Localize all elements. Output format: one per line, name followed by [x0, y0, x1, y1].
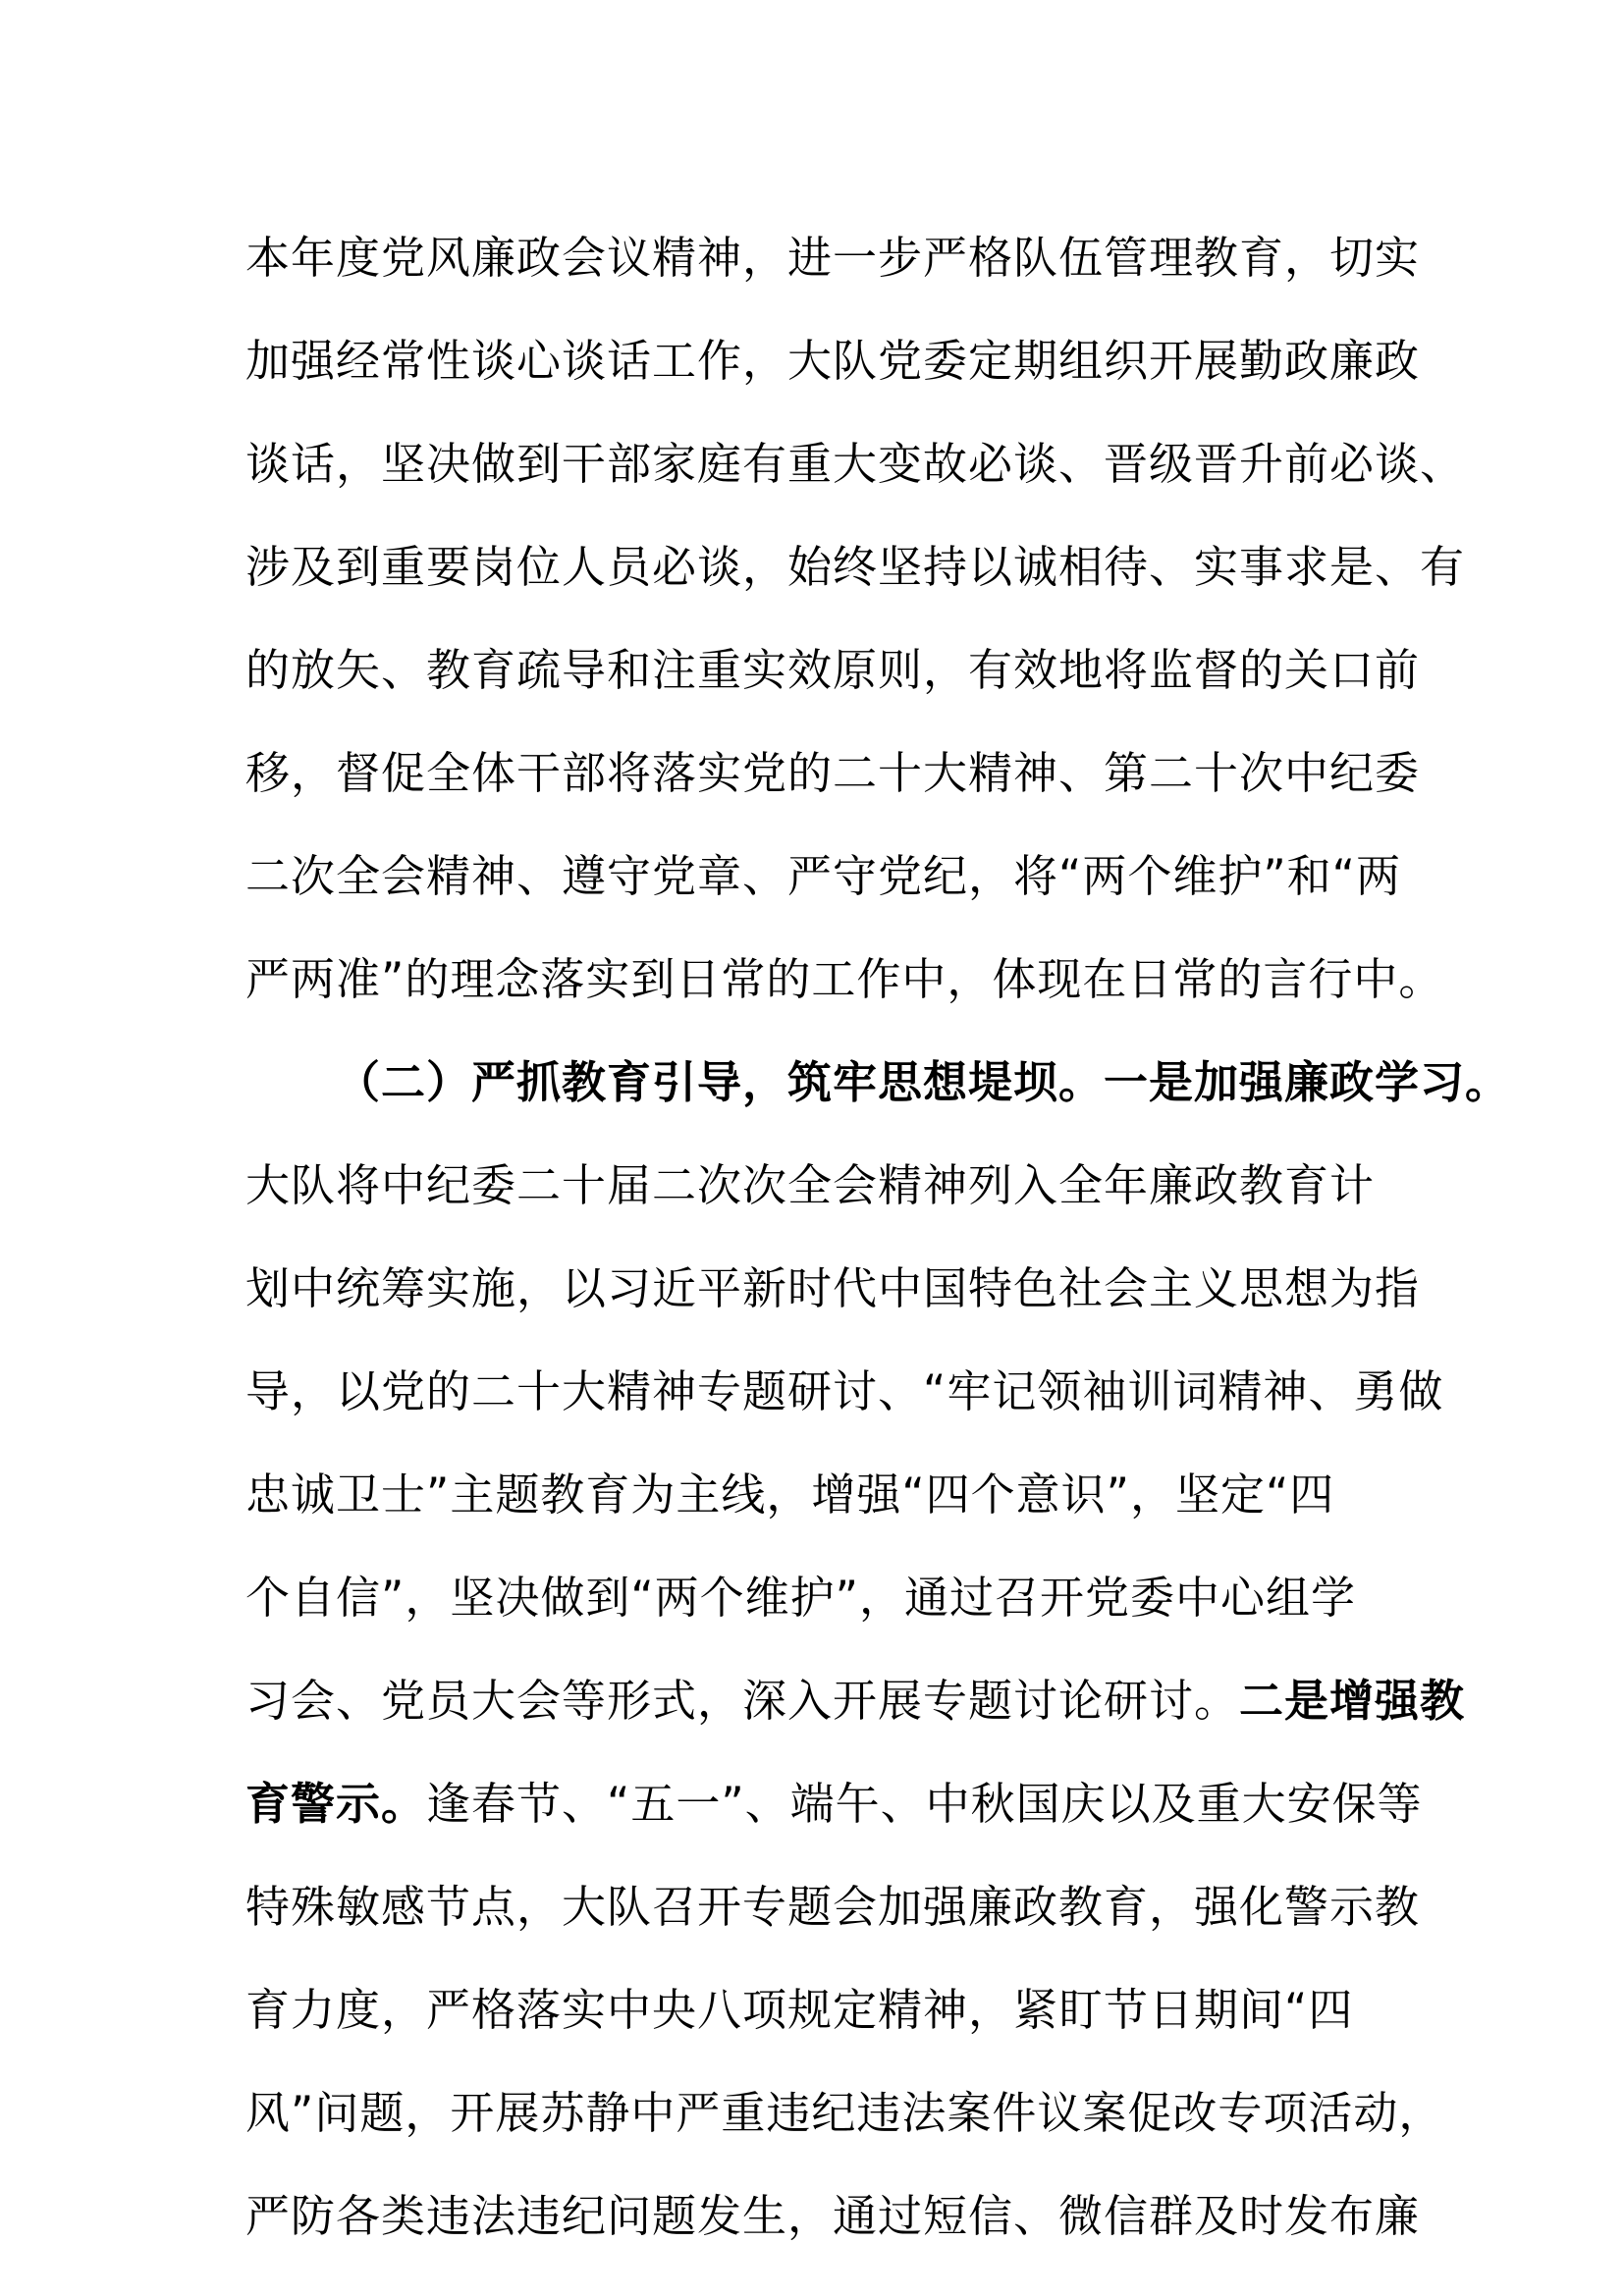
text-line: 的放矢、教育疏导和注重实效原则，有效地将监督的关口前 — [245, 644, 1421, 696]
text-line: 二次全会精神、遵守党章、严守党纪，将“两个维护”和“两 — [245, 850, 1401, 902]
text-line — [245, 1770, 1423, 1873]
text-line: 大队将中纪委二十届二次次全会精神列入全年廉政教育计 — [245, 1159, 1376, 1211]
text-line: 育力度，严格落实中央八项规定精神，紧盯节日期间“四 — [245, 1984, 1354, 2036]
section-heading: （二）严抓教育引导，筑牢思想堤坝。一是加强廉政学习。 — [336, 1056, 1511, 1108]
bold-subheading: 育警示。 — [245, 1778, 427, 1830]
text-line: 划中统筹实施，以习近平新时代中国特色社会主义思想为指 — [245, 1262, 1421, 1314]
text-line: 风”问题，开展苏静中严重违纪违法案件议案促改专项活动， — [245, 2087, 1444, 2139]
text-line: 忠诚卫士”主题教育为主线，增强“四个意识”，坚定“四 — [245, 1468, 1335, 1521]
text-segment: 习会、党员大会等形式，深入开展专题讨论研讨。 — [245, 1675, 1240, 1727]
text-line: 加强经常性谈心谈话工作，大队党委定期组织开展勤政廉政 — [245, 335, 1421, 387]
text-line: 本年度党风廉政会议精神，进一步严格队伍管理教育，切实 — [245, 232, 1421, 284]
body-text — [245, 224, 1511, 2285]
text-line: 谈话，坚决做到干部家庭有重大变故必谈、晋级晋升前必谈、 — [245, 438, 1466, 490]
text-line: 涉及到重要岗位人员必谈，始终坚持以诚相待、实事求是、有 — [245, 541, 1466, 593]
text-line: 特殊敏感节点，大队召开专题会加强廉政教育，强化警示教 — [245, 1881, 1421, 1933]
text-line: 移，督促全体干部将落实党的二十大精神、第二十次中纪委 — [245, 747, 1421, 799]
text-line: 导，以党的二十大精神专题研讨、“牢记领袖训词精神、勇做 — [245, 1365, 1444, 1417]
text-line: 个自信”，坚决做到“两个维护”，通过召开党委中心组学 — [245, 1572, 1356, 1624]
bold-subheading: 二是增强教 — [1239, 1675, 1466, 1727]
text-line — [245, 1667, 1466, 1770]
text-segment: 逢春节、“五一”、端午、中秋国庆以及重大安保等 — [426, 1778, 1423, 1830]
text-line: 严防各类违法违纪问题发生，通过短信、微信群及时发布廉 — [245, 2190, 1421, 2242]
text-line: 严两准”的理念落实到日常的工作中，体现在日常的言行中。 — [245, 953, 1444, 1005]
